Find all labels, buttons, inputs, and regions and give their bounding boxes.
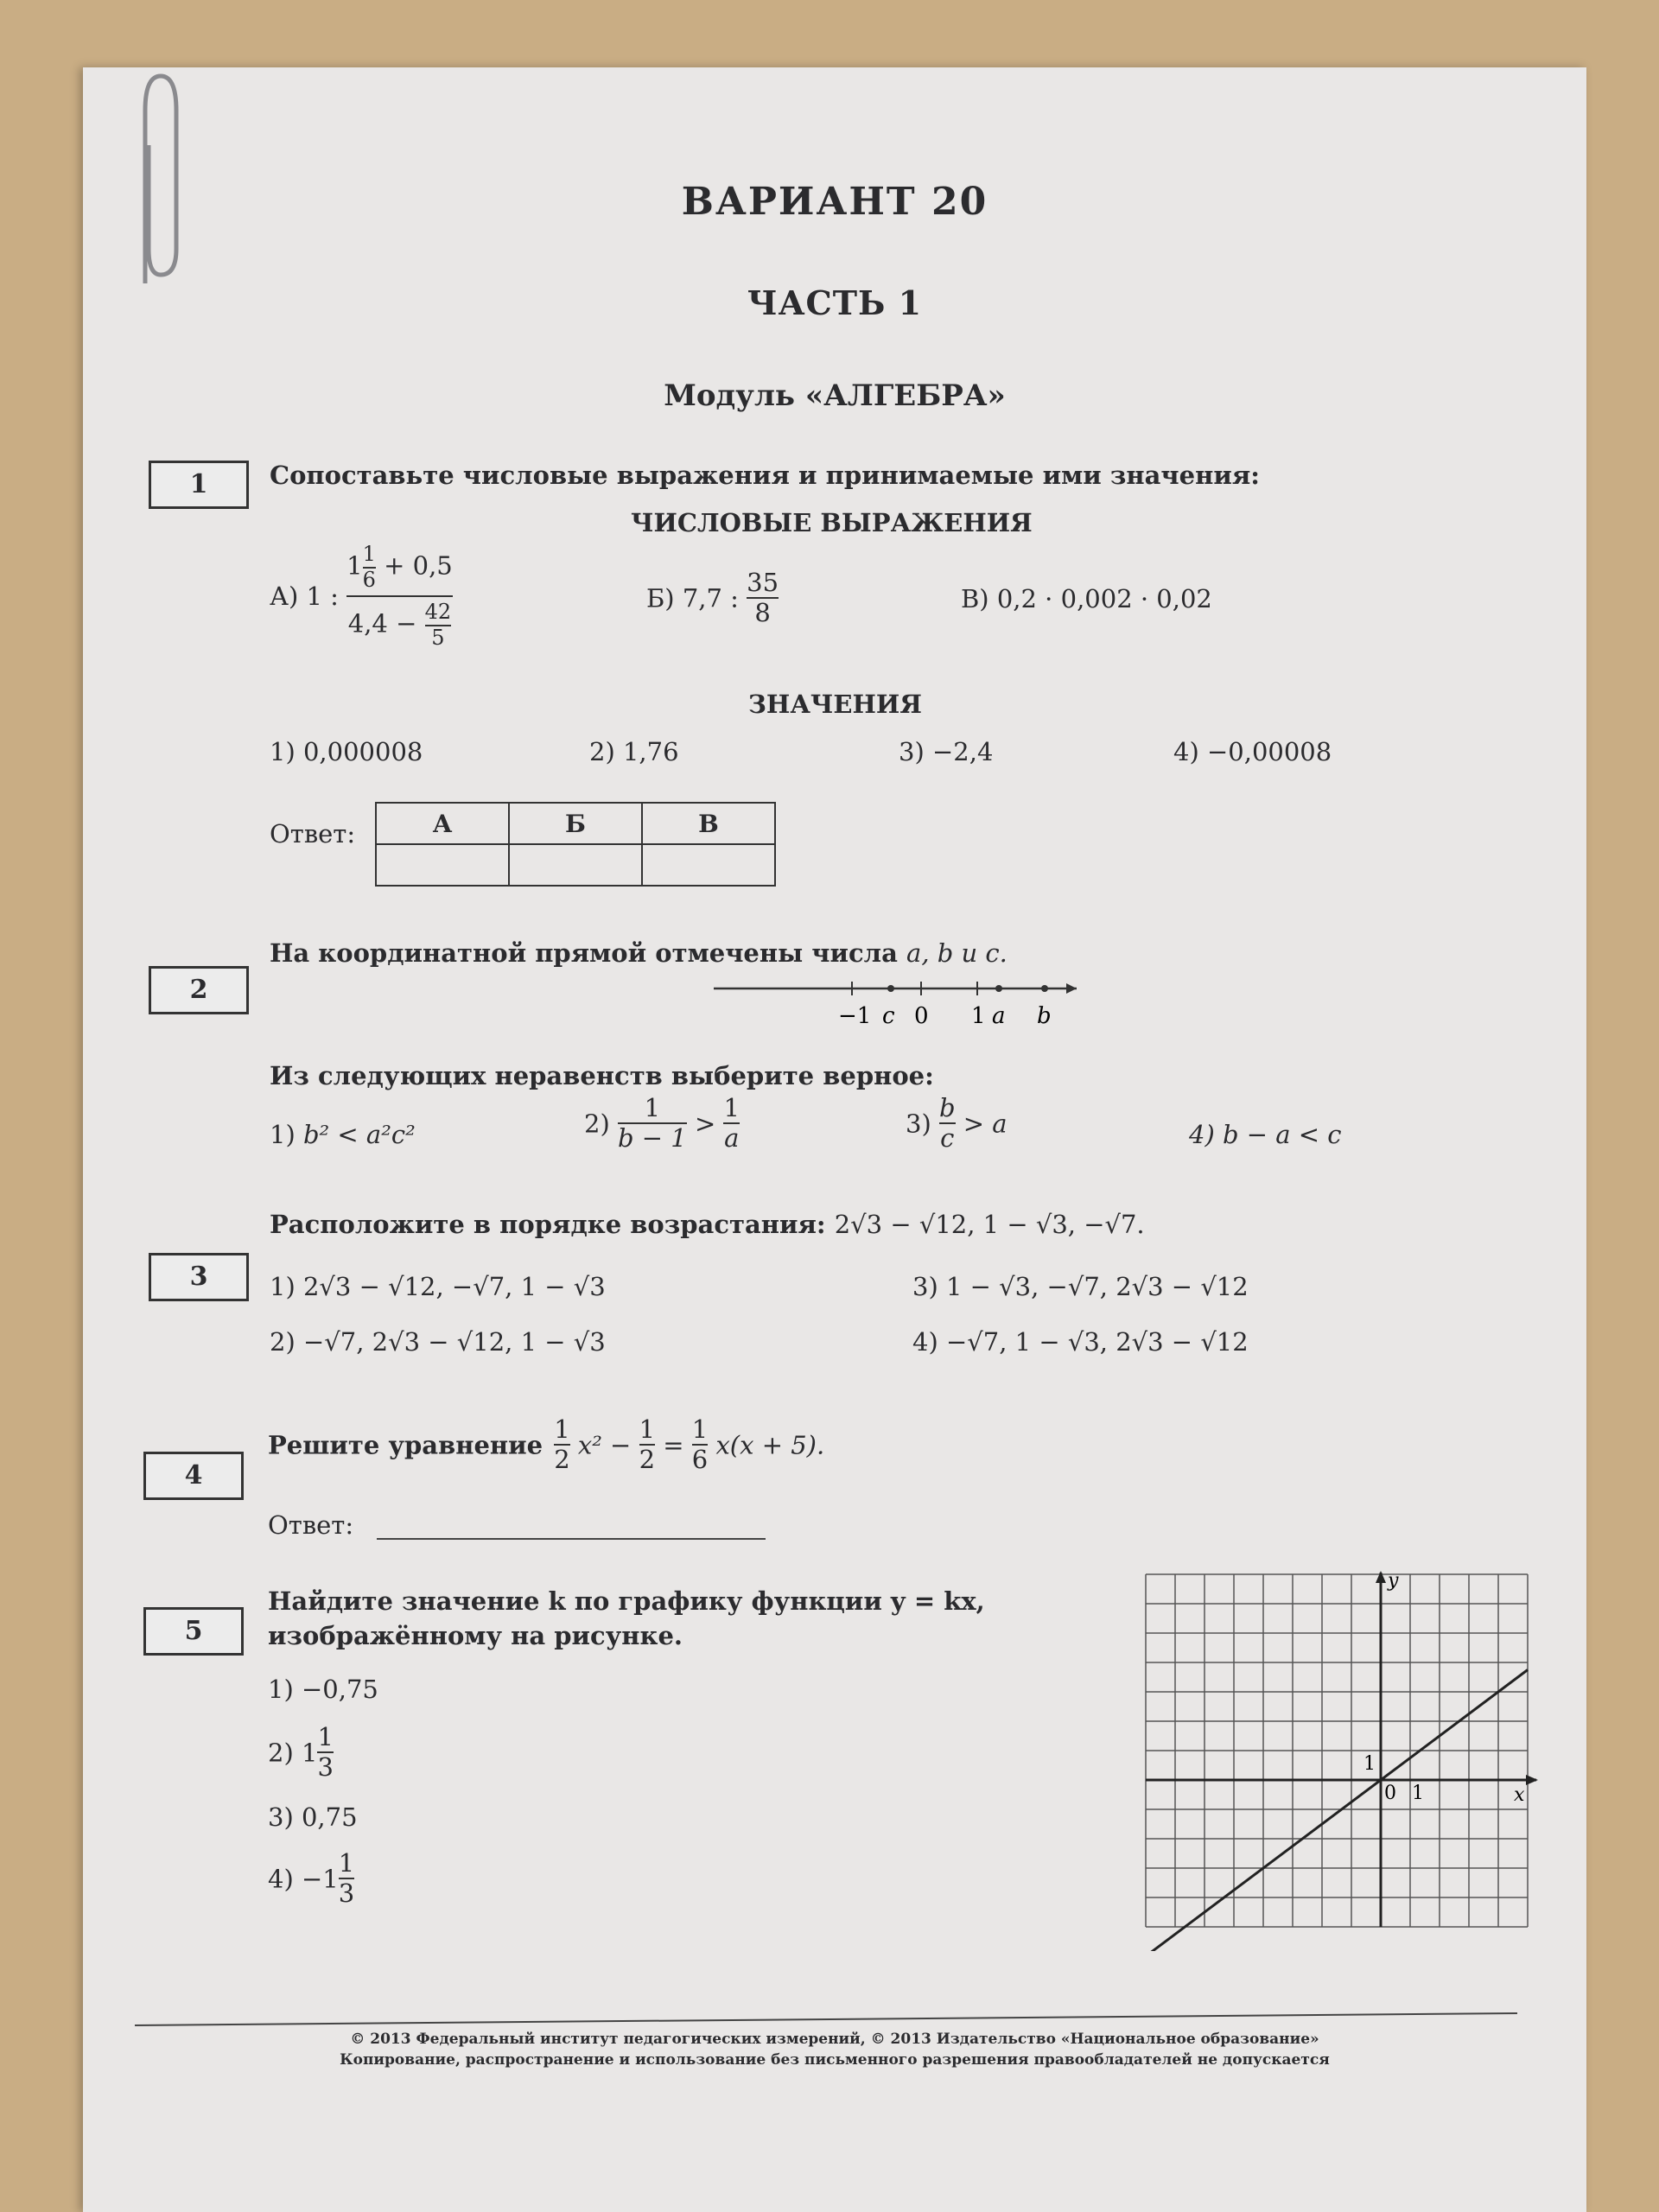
answer-col-a: А xyxy=(376,803,509,844)
footer-line-1: © 2013 Федеральный институт педагогических измерений, © 2013 Издательство «Национальное образование» xyxy=(350,2031,1319,2048)
task5-option-3: 3) 0,75 xyxy=(268,1802,358,1832)
task1-expr-a: А) 1 : 1 $\frac{1}{6}$ + 0,5 4,4 − $\frac{42}{5}$ xyxy=(270,542,453,650)
footer-divider xyxy=(135,2012,1517,2026)
task1-answer-table xyxy=(375,802,776,887)
task5-question-line2: изображённому на рисунке. xyxy=(268,1621,683,1650)
task1-expr-heading: ЧИСЛОВЫЕ ВЫРАЖЕНИЯ xyxy=(631,508,1033,537)
task2-option-3: 3) $\frac{b}{c}$ > a xyxy=(906,1093,1007,1154)
task4-question: Решите уравнение $\frac{1}{2}$ x² − $\frac{1}{2}$ = $\frac{1}{6}$ x(x + 5). xyxy=(268,1414,825,1475)
task3-option-4: 4) −√7, 1 − √3, 2√3 − √12 xyxy=(912,1327,1249,1357)
task2-question: На координатной прямой отмечены числа a, b и c. xyxy=(270,938,1007,968)
answer-col-b: Б xyxy=(509,803,642,844)
task5-option-1: 1) −0,75 xyxy=(268,1675,378,1704)
task3-option-2: 2) −√7, 2√3 − √12, 1 − √3 xyxy=(270,1327,606,1357)
task4-answer-line[interactable] xyxy=(377,1538,766,1540)
task1-values-heading: ЗНАЧЕНИЯ xyxy=(748,690,922,719)
task3-question: Расположите в порядке возрастания: 2√3 − √12, 1 − √3, −√7. xyxy=(270,1210,1145,1239)
function-line xyxy=(1146,1670,1528,1952)
task1-value-4: 4) −0,00008 xyxy=(1173,737,1332,766)
task1-expr-b: Б) 7,7 : $\frac{35}{8}$ xyxy=(646,568,779,628)
task1-value-2: 2) 1,76 xyxy=(589,737,679,766)
task1-answer-label: Ответ: xyxy=(270,819,356,849)
axis-label-c: c xyxy=(882,1003,895,1029)
task-number-1: 1 xyxy=(149,461,249,509)
answer-cell-v[interactable] xyxy=(642,844,775,886)
number-line xyxy=(705,973,1085,1042)
footer-copyright xyxy=(83,2029,1586,2070)
task2-option-2: 2) $\frac{1}{b - 1}$ > $\frac{1}{a}$ xyxy=(584,1093,740,1154)
y-axis-arrow xyxy=(1376,1571,1386,1583)
task5-option-2: 2) 1 $\frac{1}{3}$ xyxy=(268,1722,334,1783)
task5-question-line1: Найдите значение k по графику функции y = kx, xyxy=(268,1586,985,1616)
footer-line-2: Копирование, распространение и использование без письменного разрешения правообладателей не допускается xyxy=(340,2051,1330,2069)
exam-sheet xyxy=(83,67,1586,2212)
task-number-5: 5 xyxy=(143,1607,244,1656)
task2-option-1: 1) b² < a²c² xyxy=(270,1120,416,1149)
task3-option-1: 1) 2√3 − √12, −√7, 1 − √3 xyxy=(270,1272,606,1301)
task1-value-1: 1) 0,000008 xyxy=(270,737,423,766)
axis-label-1: 1 xyxy=(971,1003,986,1029)
task3-option-3: 3) 1 − √3, −√7, 2√3 − √12 xyxy=(912,1272,1249,1301)
task5-option-4: 4) −1 $\frac{1}{3}$ xyxy=(268,1848,355,1909)
variant-title: ВАРИАНТ 20 xyxy=(681,180,988,224)
axis-label-minus1: −1 xyxy=(838,1003,872,1029)
part-title: ЧАСТЬ 1 xyxy=(747,283,923,322)
task4-answer-label: Ответ: xyxy=(268,1510,354,1540)
function-graph xyxy=(1142,1571,1548,1951)
axis-label-a: a xyxy=(992,1003,1006,1029)
task1-expr-v: В) 0,2 · 0,002 · 0,02 xyxy=(961,584,1212,613)
answer-col-v: В xyxy=(642,803,775,844)
graph-label-y: y xyxy=(1388,1571,1399,1592)
answer-cell-b[interactable] xyxy=(509,844,642,886)
task2-option-4: 4) b − a < c xyxy=(1189,1120,1342,1149)
number-line-point-c xyxy=(887,985,894,992)
task1-question: Сопоставьте числовые выражения и принимаемые ими значения: xyxy=(270,461,1260,490)
task1-value-3: 3) −2,4 xyxy=(899,737,994,766)
task-number-3: 3 xyxy=(149,1253,249,1301)
module-title: Модуль «АЛГЕБРА» xyxy=(664,378,1006,413)
axis-label-b: b xyxy=(1037,1003,1052,1029)
task-number-2: 2 xyxy=(149,966,249,1014)
graph-label-1y: 1 xyxy=(1363,1753,1376,1775)
number-line-point-b xyxy=(1041,985,1048,992)
task2-subquestion: Из следующих неравенств выберите верное: xyxy=(270,1061,934,1090)
task-number-4: 4 xyxy=(143,1452,244,1500)
graph-label-0: 0 xyxy=(1384,1783,1396,1804)
graph-label-1x: 1 xyxy=(1412,1783,1424,1804)
axis-label-0: 0 xyxy=(914,1003,929,1029)
graph-label-x: x xyxy=(1514,1784,1525,1806)
number-line-point-a xyxy=(995,985,1002,992)
x-axis-arrow xyxy=(1526,1775,1538,1785)
answer-cell-a[interactable] xyxy=(376,844,509,886)
